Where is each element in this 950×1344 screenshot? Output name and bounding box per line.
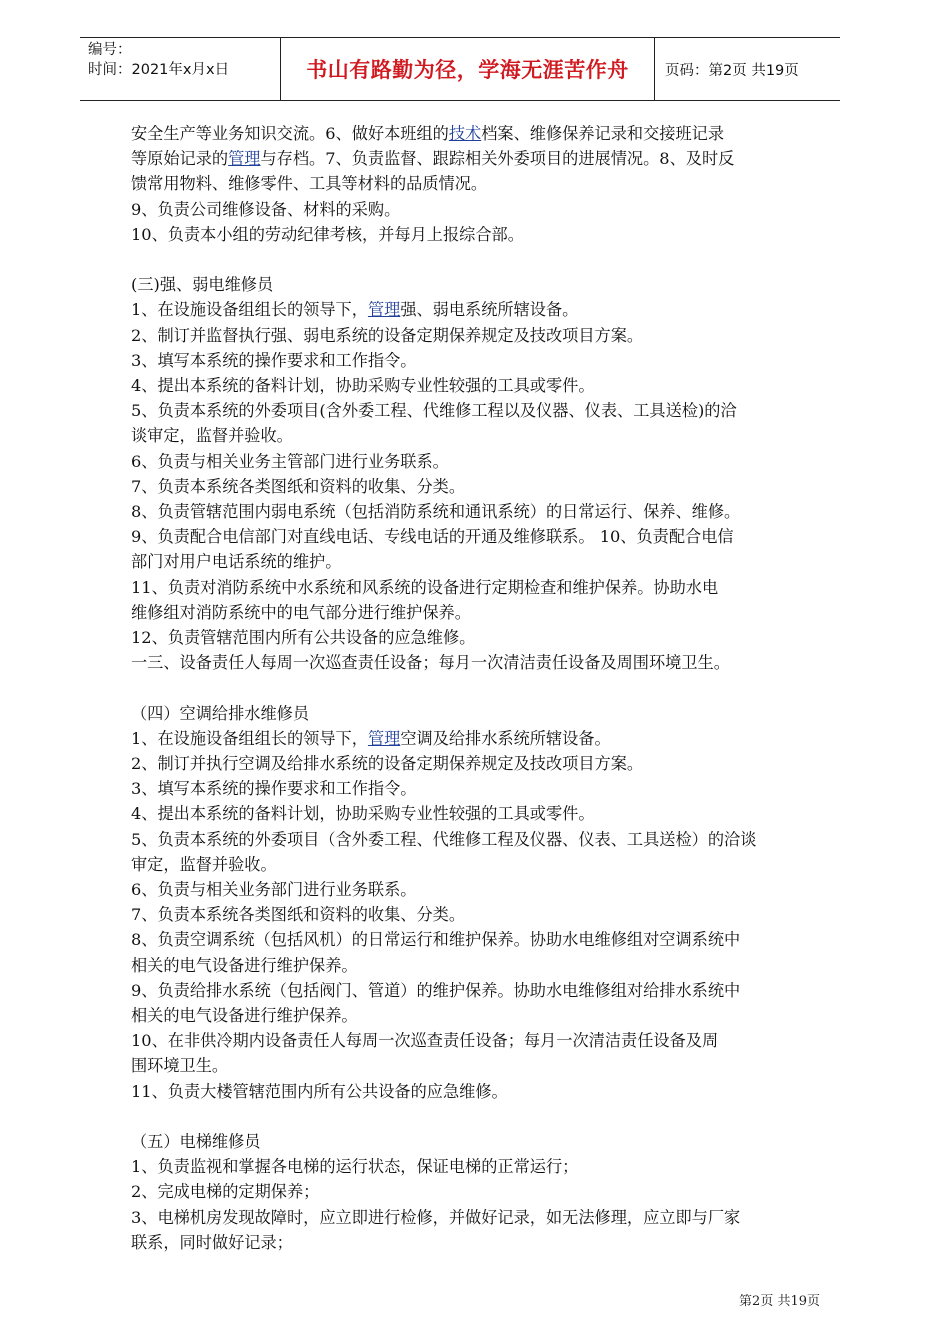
text-line: 2、制订并监督执行强、弱电系统的设备定期保养规定及技改项目方案。 <box>131 325 644 345</box>
text-line: 安全生产等业务知识交流。6、做好本班组的技术档案、维修保养记录和交接班记录 <box>131 124 725 143</box>
link-guanli[interactable]: 管理 <box>367 300 401 320</box>
text-line: 等原始记录的管理与存档。7、负责监督、跟踪相关外委项目的进展情况。8、及时反 <box>131 149 735 169</box>
number-label: 编号： <box>88 42 132 58</box>
text-line: 3、电梯机房发现故障时，应立即进行检修，并做好记录，如无法修理，应立即与厂家 <box>131 1207 741 1227</box>
text-line: 馈常用物料、维修零件、工具等材料的品质情况。 <box>131 174 488 194</box>
link-guanli[interactable]: 管理 <box>367 728 401 748</box>
text-line: 相关的电气设备进行维护保养。 <box>131 955 358 975</box>
text-line: 谈审定，监督并验收。 <box>131 426 293 446</box>
text-line: 8、负责空调系统（包括风机）的日常运行和维护保养。协助水电维修组对空调系统中 <box>131 930 741 950</box>
text-line: 围环境卫生。 <box>131 1056 229 1076</box>
text-line: 1、在设施设备组组长的领导下，管理空调及给排水系统所辖设备。 <box>131 728 611 748</box>
text-line: 3、填写本系统的操作要求和工作指令。 <box>131 350 417 370</box>
text-line: 6、负责与相关业务主管部门进行业务联系。 <box>131 451 449 471</box>
text-line: 11、负责对消防系统中水系统和风系统的设备进行定期检查和维护保养。协助水电 <box>131 577 719 597</box>
text-line: 1、在设施设备组组长的领导下，管理强、弱电系统所辖设备。 <box>131 300 579 320</box>
section-title-3: (三)强、弱电维修员 <box>131 275 274 295</box>
document-body <box>131 121 831 1255</box>
text-line: 6、负责与相关业务部门进行业务联系。 <box>131 880 417 900</box>
header-motto: 书山有路勤为径，学海无涯苦作舟 <box>280 38 655 100</box>
link-jishu[interactable]: 技术 <box>448 124 482 143</box>
section-title-5: （五）电梯维修员 <box>131 1132 261 1152</box>
text-line: 一三、设备责任人每周一次巡查责任设备；每月一次清洁责任设备及周围环境卫生。 <box>131 653 730 673</box>
time-label: 时间：2021年x月x日 <box>88 62 230 78</box>
text-line: 7、负责本系统各类图纸和资料的收集、分类。 <box>131 476 466 496</box>
text-line: 5、负责本系统的外委项目（含外委工程、代维修工程及仪器、仪表、工具送检）的洽谈 <box>131 829 757 849</box>
text-line: 10、负责本小组的劳动纪律考核，并每月上报综合部。 <box>131 224 524 244</box>
text-line: 审定，监督并验收。 <box>131 854 277 874</box>
text-line: 8、负责管辖范围内弱电系统（包括消防系统和通讯系统）的日常运行、保养、维修。 <box>131 502 741 522</box>
header-page-info: 页码：第2页 共19页 <box>665 62 799 79</box>
text-line: 11、负责大楼管辖范围内所有公共设备的应急维修。 <box>131 1081 508 1101</box>
page-header <box>80 37 840 101</box>
text-line: 12、负责管辖范围内所有公共设备的应急维修。 <box>131 628 476 648</box>
text-line: 联系，同时做好记录； <box>131 1232 293 1252</box>
text-line: 相关的电气设备进行维护保养。 <box>131 1006 358 1026</box>
text-line: 4、提出本系统的备料计划，协助采购专业性较强的工具或零件。 <box>131 804 595 824</box>
section-title-4: （四）空调给排水维修员 <box>131 703 310 723</box>
text-line: 2、制订并执行空调及给排水系统的设备定期保养规定及技改项目方案。 <box>131 754 644 774</box>
text-line: 9、负责配合电信部门对直线电话、专线电话的开通及维修联系。 10、负责配合电信 <box>131 527 734 547</box>
text-line: 2、完成电梯的定期保养； <box>131 1182 320 1202</box>
text-line: 维修组对消防系统中的电气部分进行维护保养。 <box>131 602 471 622</box>
text-line: 4、提出本系统的备料计划，协助采购专业性较强的工具或零件。 <box>131 376 595 396</box>
text-line: 9、负责公司维修设备、材料的采购。 <box>131 199 401 219</box>
text-line: 10、在非供冷期内设备责任人每周一次巡查责任设备；每月一次清洁责任设备及周 <box>131 1031 719 1051</box>
text-line: 7、负责本系统各类图纸和资料的收集、分类。 <box>131 905 466 925</box>
text-line: 3、填写本系统的操作要求和工作指令。 <box>131 779 417 799</box>
text-line: 1、负责监视和掌握各电梯的运行状态，保证电梯的正常运行； <box>131 1157 579 1177</box>
text-line: 9、负责给排水系统（包括阀门、管道）的维护保养。协助水电维修组对给排水系统中 <box>131 980 741 1000</box>
link-guanli[interactable]: 管理 <box>228 149 261 169</box>
page-footer: 第2页 共19页 <box>739 1294 820 1309</box>
header-meta <box>80 38 280 100</box>
text-line: 部门对用户电话系统的维护。 <box>131 552 342 572</box>
text-line: 5、负责本系统的外委项目(含外委工程、代维修工程以及仪器、仪表、工具送检)的洽 <box>131 401 737 421</box>
